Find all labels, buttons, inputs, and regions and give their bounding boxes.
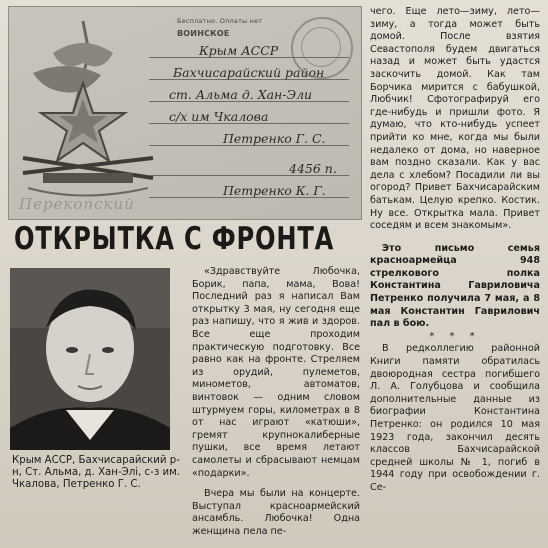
photo-caption: Крым АССР, Бахчисарайский р-н, Ст. Альма, д. Хан-Элі, с-з им. Чкалова, Петренко Г. С. bbox=[12, 455, 181, 491]
postmark-stamp bbox=[291, 17, 353, 79]
letter-column-middle bbox=[192, 266, 360, 538]
postcard-image bbox=[8, 6, 362, 220]
sender-name: Петренко К. Г. bbox=[223, 183, 326, 198]
letter-paragraph: «Здравствуйте Любочка, Борик, папа, мама, Вова! Последний раз я написал Вам открытку 3 мая, ну сегодня еще раз напишу, что я жив и здоров. Все еще проходим практическую подготовку. Все равно как на фронте. Стреляем из орудий, пулеметов, минометов, автоматов, винтовок — одним словом штурмуем горы, километрах в 8 от нас играют «катюши», гремят крупнокалиберные пушки, все время летают самолеты и сбрасывают немцам «подарки». bbox=[192, 266, 360, 479]
address-line: Бахчисарайский район bbox=[173, 65, 325, 80]
final-paragraph: В редколлегию районной Книги памяти обратилась двоюродная сестра погибшего Л. А. Голубцова и сообщила дополнительные данные из биографии Константина Петренко: он родился 10 мая 1923 года, закончил десять классов Бахчисарайской средней школы № 1, погиб в 1944 году при освобождении г. Се- bbox=[370, 343, 540, 493]
address-line: с/х им Чкалова bbox=[169, 109, 269, 124]
sender-code: 4456 п. bbox=[289, 161, 337, 176]
star-emblem-icon bbox=[13, 13, 163, 213]
soldier-portrait bbox=[10, 268, 170, 450]
bold-note: Это письмо семья красноармейца 948 стрелкового полка Константина Гавриловича Петренко получила 7 мая, а 8 мая Константин Гаврилович пал в бою. bbox=[370, 242, 540, 330]
postcard-caption: Перекопский bbox=[19, 195, 135, 213]
address-line: Крым АССР bbox=[199, 43, 279, 58]
postcard-print-top: Бесплатно. Оплаты нет bbox=[177, 17, 263, 25]
letter-column-right bbox=[370, 6, 540, 495]
portrait-photo-icon bbox=[10, 268, 170, 450]
letter-paragraph: Вчера мы были на концерте. Выступал красноармейский ансамбль. Любочка! Одна женщина пела пе- bbox=[192, 488, 360, 537]
section-separator: * * * bbox=[429, 330, 481, 342]
address-line: ст. Альма д. Хан-Эли bbox=[169, 87, 313, 102]
article-headline: ОТКРЫТКА С ФРОНТА bbox=[14, 221, 335, 257]
address-line: Петренко Г. С. bbox=[223, 131, 326, 146]
letter-ending: чего. Еще лето—зиму, лето—зиму, а тогда может быть домой. После взятия Севастополя будем двигаться назад и может быть удастся заскочить домой. Как там Борчика мирится с бабушкой, Любчик! Сфотографируй его где-нибудь и пришли фото. Я думаю, что кто-нибудь успеет прийти ко мне, когда мы были недалеко от дома, но наверное вам поздно сказали. Как у вас дела с хлебом? Посадили ли вы огород? Привет Бахчисарайским батькам. Целую крепко. Костик. Ну все. Открытка мала. Привет соседям и всем знакомым». bbox=[370, 6, 540, 232]
postcard-print-label: ВОИНСКОЕ bbox=[177, 29, 230, 38]
